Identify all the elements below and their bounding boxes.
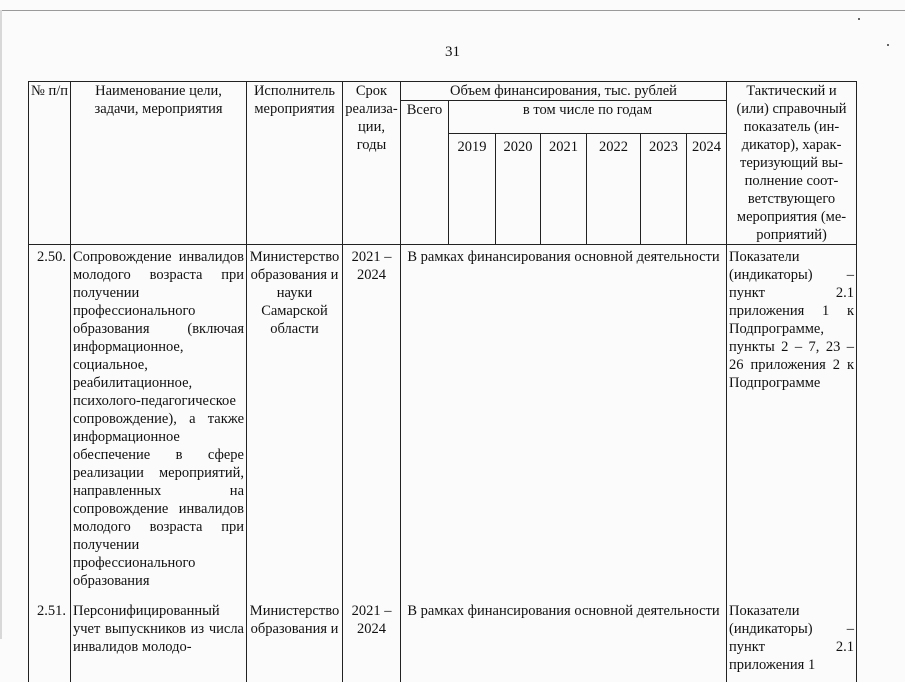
header-financing: Объем финансирования, тыс. рублей	[401, 82, 727, 101]
row-indicator: Показатели (индикаторы) – пункт 2.1 приложения 1 к Подпрограмме, пункты 2 – 7, 23 – 26 приложения 2 к Подпрограмме	[727, 245, 857, 591]
scan-top-edge	[0, 0, 905, 11]
row-term: 2021 – 2024	[343, 245, 401, 591]
row-indicator: Показатели (индикаторы) – пункт 2.1 приложения 1	[727, 590, 857, 682]
financing-table	[28, 81, 857, 682]
row-executor: Министерство образования и науки Самарской области	[247, 245, 343, 591]
scan-left-edge	[0, 10, 2, 639]
header-year: 2019	[449, 134, 496, 245]
header-year: 2022	[587, 134, 641, 245]
header-by-years: в том числе по годам	[449, 101, 727, 134]
row-term: 2021 – 2024	[343, 590, 401, 682]
header-term: Срок реализа-ции, годы	[343, 82, 401, 245]
row-executor: Министерство образования и	[247, 590, 343, 682]
header-num: № п/п	[29, 82, 71, 245]
row-financing: В рамках финансирования основной деятельности	[401, 590, 727, 682]
header-name: Наименование цели, задачи, мероприятия	[71, 82, 247, 245]
page-number: 31	[445, 44, 460, 60]
row-name: Сопровождение инвалидов молодого возраста при получении профессионального образования (включая информационное, социальное, реабилитационное, психолого-педагогическое сопровождение), а также информационное обеспечение в сфере реализации мероприятий, направленных на сопровождение инвалидов молодого возраста при получении профессионального образования	[71, 245, 247, 591]
row-financing: В рамках финансирования основной деятельности	[401, 245, 727, 591]
header-total: Всего	[401, 101, 449, 245]
table-row	[29, 245, 857, 591]
row-name: Персонифицированный учет выпускников из числа инвалидов молодо-	[71, 590, 247, 682]
header-executor: Исполнитель мероприятия	[247, 82, 343, 245]
table-row	[29, 590, 857, 682]
header-year: 2021	[541, 134, 587, 245]
header-year: 2024	[687, 134, 727, 245]
header-year: 2023	[641, 134, 687, 245]
scan-speck	[858, 18, 860, 20]
row-number: 2.50.	[29, 245, 71, 591]
header-year: 2020	[496, 134, 541, 245]
row-number: 2.51.	[29, 590, 71, 682]
header-indicator: Тактический и (или) справочный показатель (ин-дикатор), харак-теризующий вы-полнение соот-ветствующего мероприятия (ме-роприятий)	[727, 82, 857, 245]
